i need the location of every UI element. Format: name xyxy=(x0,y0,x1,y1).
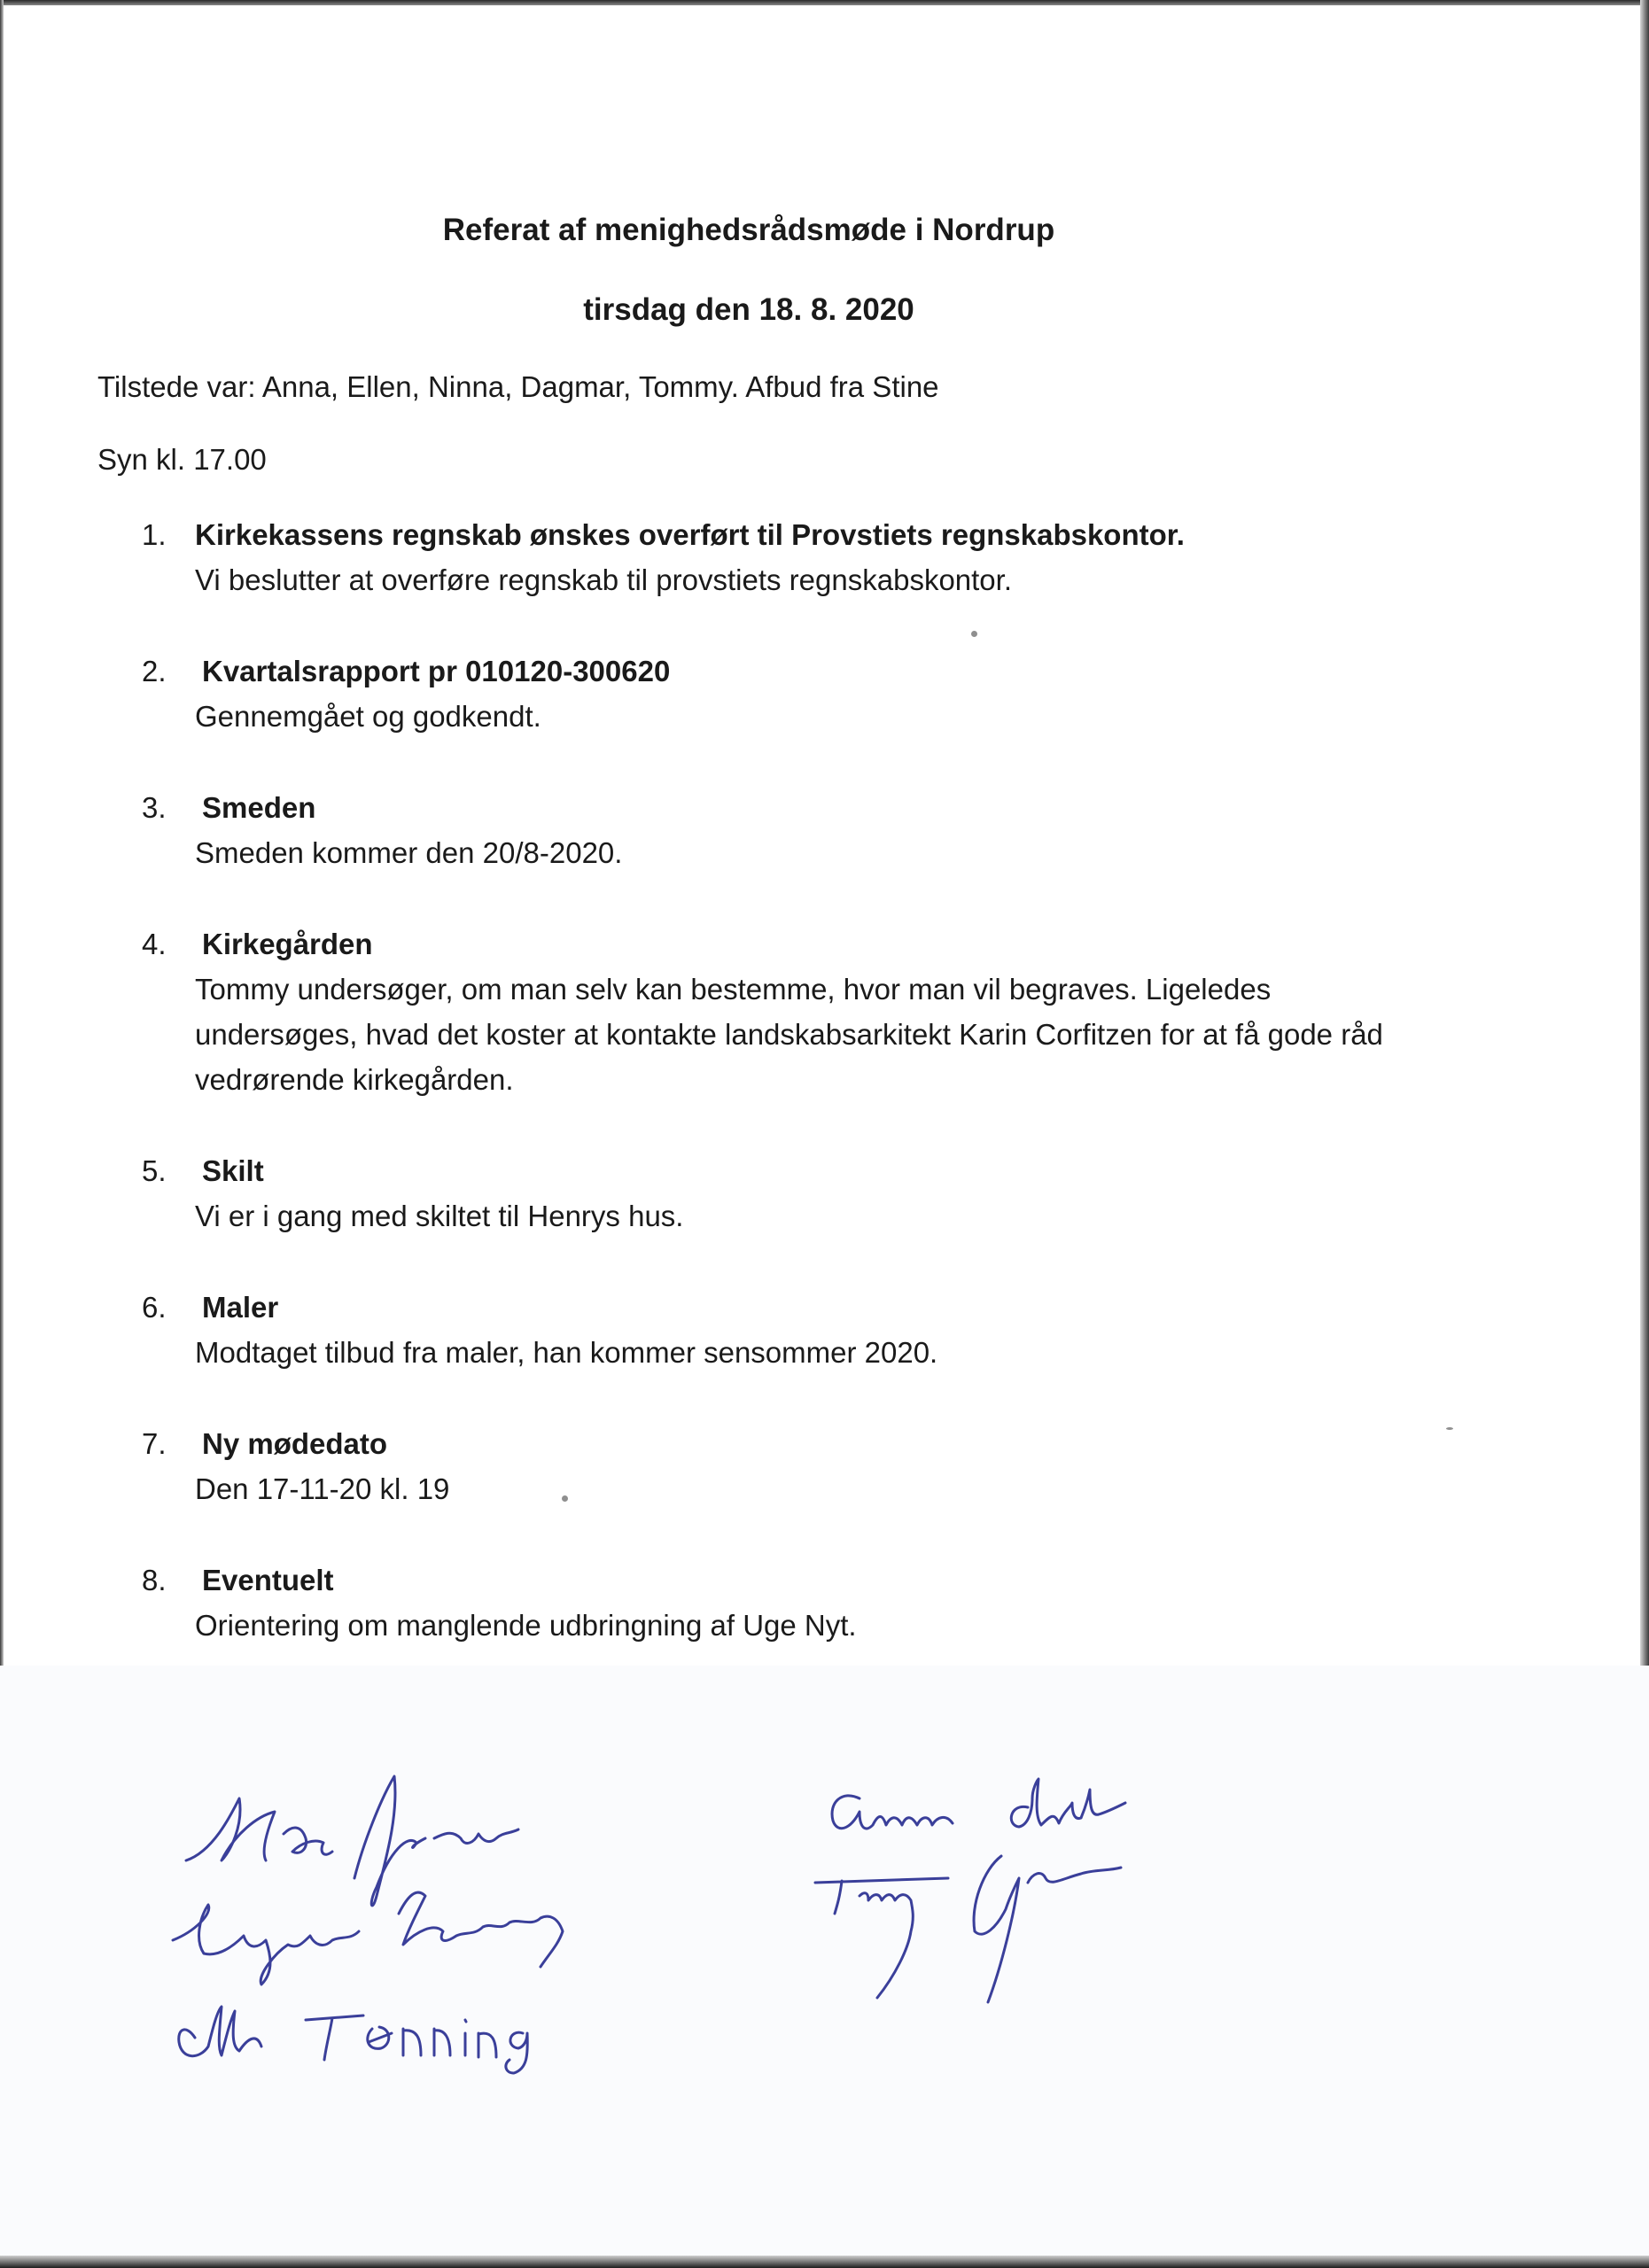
agenda-item-number: 1. xyxy=(142,518,167,551)
agenda-item-heading: Skilt xyxy=(202,1154,264,1187)
agenda-item xyxy=(142,785,1400,875)
agenda-item-number: 4. xyxy=(142,928,167,960)
agenda-item-number: 5. xyxy=(142,1154,167,1187)
agenda-item-number: 6. xyxy=(142,1291,167,1324)
agenda-item-body: Gennemgået og godkendt. xyxy=(195,700,541,733)
agenda-item-body: Vi beslutter at overføre regnskab til provstiets regnskabskontor. xyxy=(195,563,1013,596)
agenda-item-number: 2. xyxy=(142,655,167,687)
signature-ellen xyxy=(179,2007,528,2073)
scan-speck xyxy=(1446,1427,1453,1430)
agenda-item-number: 7. xyxy=(142,1427,167,1460)
agenda-item-number: 8. xyxy=(142,1564,167,1596)
signatures-drawing xyxy=(159,1763,1223,2135)
agenda-item xyxy=(142,649,1400,739)
inspection-time: Syn kl. 17.00 xyxy=(97,443,267,476)
agenda-item-body: Den 17-11-20 kl. 19 xyxy=(195,1472,450,1505)
agenda-item-body: Tommy undersøger, om man selv kan bestemme, hvor man vil begraves. Ligeledes undersøges, hvad det koster at kontakte landskabsarkitekt Karin Corfitzen for at få gode råd vedrørende kirkegården. xyxy=(195,973,1383,1096)
agenda-item-heading: Kvartalsrapport pr 010120-300620 xyxy=(202,655,671,687)
signature-area xyxy=(159,1763,1223,2135)
agenda-item-body: Smeden kommer den 20/8-2020. xyxy=(195,836,623,869)
scan-edge-bottom xyxy=(0,2256,1649,2268)
agenda-item xyxy=(142,921,1400,1102)
agenda-item xyxy=(142,512,1400,602)
attendees-line: Tilstede var: Anna, Ellen, Ninna, Dagmar, Tommy. Afbud fra Stine xyxy=(97,370,939,403)
document-title: Referat af menighedsrådsmøde i Nordrup xyxy=(442,213,1055,247)
agenda-item-heading: Ny mødedato xyxy=(202,1427,388,1460)
agenda-item-number: 3. xyxy=(142,791,167,824)
signature-dagmar xyxy=(173,1892,563,1984)
signature-tommy xyxy=(815,1856,1121,2002)
meeting-date: tirsdag den 18. 8. 2020 xyxy=(583,292,914,327)
agenda-item-body: Modtaget tilbud fra maler, han kommer sensommer 2020. xyxy=(195,1336,938,1369)
scan-edge-top xyxy=(0,0,1649,5)
agenda-item-heading: Eventuelt xyxy=(202,1564,334,1596)
signature-anna xyxy=(832,1779,1125,1829)
agenda-item xyxy=(142,1421,1400,1511)
agenda-item xyxy=(142,1557,1400,1648)
agenda-item-body: Vi er i gang med skiltet til Henrys hus. xyxy=(195,1200,684,1232)
agenda-item-heading: Maler xyxy=(202,1291,279,1324)
agenda-item-heading: Kirkegården xyxy=(202,928,373,960)
agenda-item-heading: Kirkekassens regnskab ønskes overført til Provstiets regnskabskontor. xyxy=(195,518,1185,551)
agenda-list xyxy=(142,512,1400,1694)
agenda-item-body: Orientering om manglende udbringning af Uge Nyt. xyxy=(195,1609,857,1642)
agenda-item-heading: Smeden xyxy=(202,791,316,824)
agenda-item xyxy=(142,1285,1400,1375)
signature-ninna xyxy=(186,1776,518,1906)
agenda-item xyxy=(142,1148,1400,1239)
